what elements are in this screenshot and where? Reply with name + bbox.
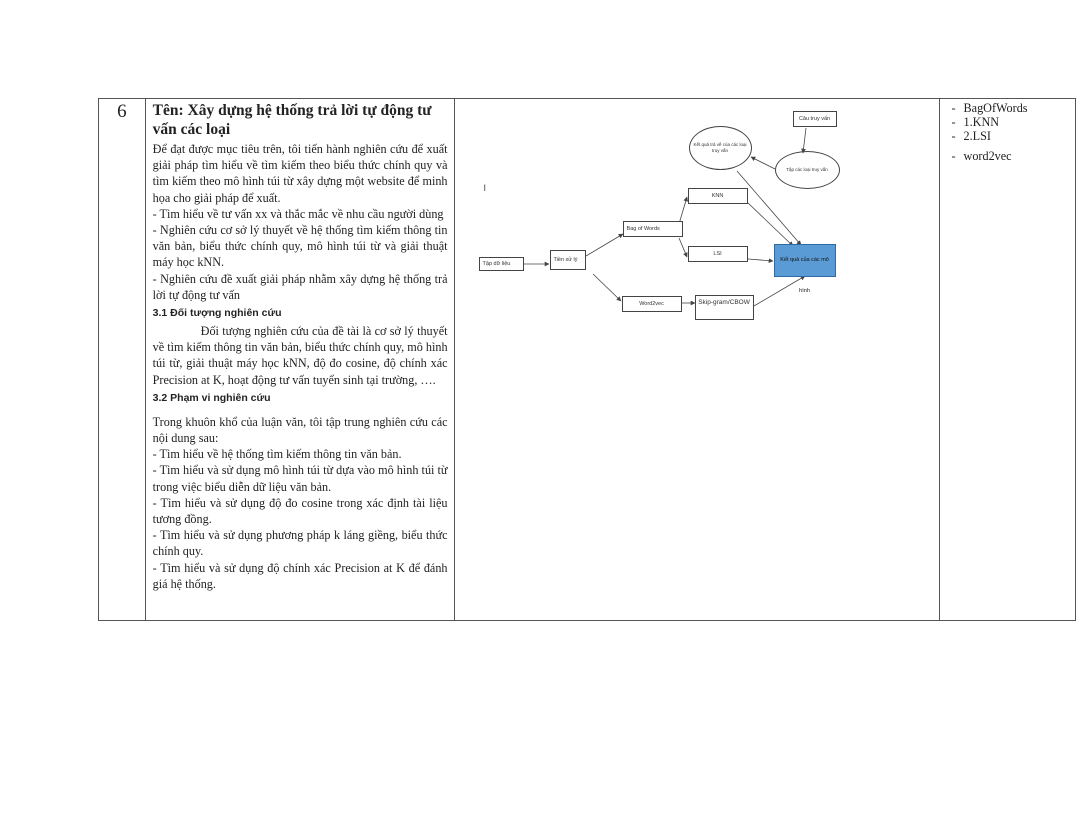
node-knn: KNN bbox=[688, 188, 748, 204]
node-word2vec: Word2vec bbox=[622, 296, 682, 312]
methods-list bbox=[940, 99, 1075, 163]
intro-bullet: - Nghiên cứu đề xuất giải pháp nhằm xây dựng hệ thống trả lời tự động tư vấn bbox=[152, 271, 448, 302]
section-heading-research-object: 3.1 Đối tượng nghiên cứu bbox=[152, 307, 282, 320]
node-skipgram-cbow: Skip-gram/CBOW bbox=[695, 295, 754, 320]
node-query-set: Tập các loại truy vấn bbox=[775, 151, 840, 189]
node-query: Câu truy vấn bbox=[793, 111, 837, 127]
research-object-text: Đối tượng nghiên cứu của đề tài là cơ sở lý thuyết về tìm kiếm thông tin văn bản, biểu thức chính quy, mô hình túi từ, giải thuật máy học kNN, độ đo cosine, độ chính xác Precision at K, hoạt động tư vấn tuyển sinh tại trường, …. bbox=[152, 324, 448, 387]
intro-bullet: - Nghiên cứu cơ sở lý thuyết về hệ thống tìm kiếm thông tin văn bản, biểu thức chính quy, mô hình túi từ và giải thuật máy học kNN. bbox=[152, 223, 448, 270]
table-row bbox=[99, 99, 1076, 621]
methods-cell bbox=[939, 99, 1075, 621]
node-preprocess: Tiền xử lý bbox=[550, 250, 586, 270]
diagram-cell bbox=[454, 99, 939, 621]
list-item: - BagOfWords bbox=[951, 101, 1028, 115]
scope-paragraph: Trong khuôn khổ của luận văn, tôi tập trung nghiên cứu các nội dung sau: bbox=[152, 414, 448, 446]
node-model-results: Kết quả của các mô hình bbox=[774, 244, 836, 277]
row-number-cell bbox=[99, 99, 146, 621]
node-result-answer: Kết quả trả về của các loại truy vấn bbox=[689, 126, 752, 170]
section-heading-research-scope: 3.2 Phạm vi nghiên cứu bbox=[152, 391, 271, 404]
intro-paragraph: Để đạt được mục tiêu trên, tôi tiến hành nghiên cứu để xuất giải pháp tìm hiểu về tìm kiếm theo biểu thức chính quy và tìm kiếm theo mô hình túi từ xây dựng một website để minh họa cho giải pháp để xuất. bbox=[152, 142, 448, 205]
system-flow-diagram bbox=[455, 99, 939, 620]
scope-bullet: - Tìm hiểu và sử dụng mô hình túi từ dựa vào mô hình túi từ trong việc biểu diễn dữ liệu văn bản. bbox=[152, 463, 448, 494]
list-item: - 1.KNN bbox=[951, 115, 1000, 129]
scope-bullet: - Tìm hiểu và sử dụng độ chính xác Precision at K để đánh giá hệ thống. bbox=[152, 560, 448, 591]
row-number: 6 bbox=[117, 101, 127, 122]
list-item: - word2vec bbox=[951, 149, 1012, 163]
list-item: - 2.LSI bbox=[951, 129, 991, 143]
topic-title: Tên: Xây dựng hệ thống trả lời tự động tư vấn các loại bbox=[152, 102, 432, 138]
content-table bbox=[98, 98, 1076, 621]
node-dataset: Tập dữ liệu bbox=[479, 257, 524, 271]
scope-bullet: - Tìm hiểu về hệ thống tìm kiếm thông tin văn bản. bbox=[152, 447, 402, 462]
text-cursor: I bbox=[483, 183, 487, 193]
node-lsi: LSI bbox=[688, 246, 748, 262]
scope-bullet: - Tìm hiểu và sử dụng phương pháp k láng giềng, biểu thức chính quy. bbox=[152, 528, 448, 559]
node-bag-of-words: Bag of Words bbox=[623, 221, 683, 237]
description-cell bbox=[145, 99, 454, 621]
intro-bullet: - Tìm hiểu về tư vấn xx và thắc mắc về nhu cầu người dùng bbox=[152, 206, 444, 221]
scope-bullet: - Tìm hiểu và sử dụng độ đo cosine trong xác định tài liệu tương đồng. bbox=[152, 495, 448, 527]
diagram-connectors bbox=[455, 99, 939, 620]
